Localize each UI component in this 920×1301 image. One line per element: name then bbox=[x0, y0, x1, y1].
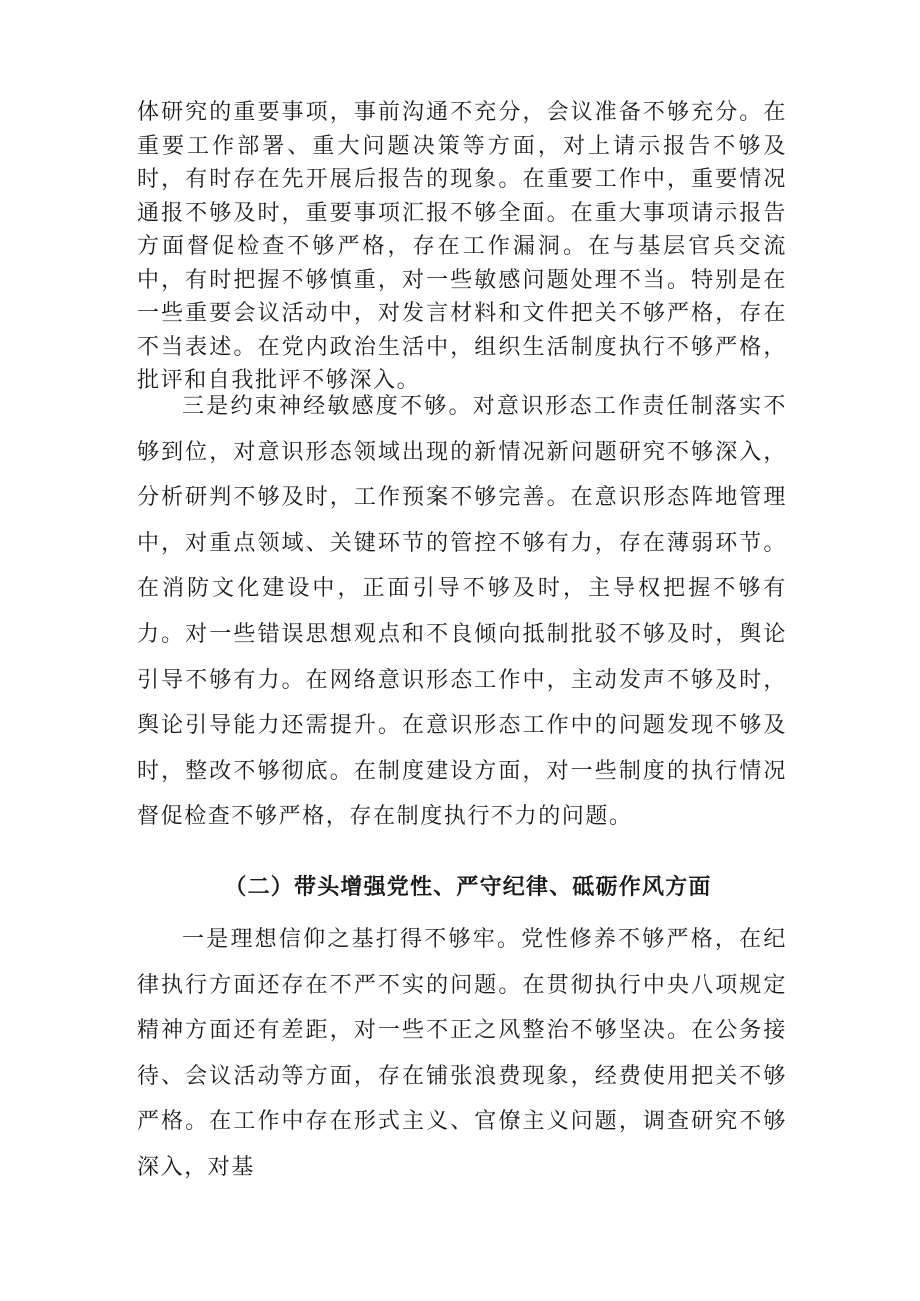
paragraph-continuation: 体研究的重要事项，事前沟通不充分，会议准备不够充分。在重要工作部署、重大问题决策等方面，对上请示报告不够及时，有时存在先开展后报告的现象。在重要工作中，重要情况通报不够及时，重要事项汇报不够全面。在重大事项请示报告方面督促检查不够严格，存在工作漏洞。在与基层官兵交流中，有时把握不够慎重，对一些敏感问题处理不当。特别是在一些重要会议活动中，对发言材料和文件把关不够严格，存在不当表述。在党内政治生活中，组织生活制度执行不够严格，批评和自我批评不够深入。 bbox=[137, 100, 787, 393]
paragraph-ideals: 一是理想信仰之基打得不够牢。党性修养不够严格，在纪律执行方面还存在不严不实的问题。在贯彻执行中央八项规定精神方面还有差距，对一些不正之风整治不够坚决。在公务接待、会议活动等方面，存在铺张浪费现象，经费使用把关不够严格。在工作中存在形式主义、官僚主义问题，调查研究不够深入，对基 bbox=[137, 927, 787, 1180]
paragraph-ideology: 三是约束神经敏感度不够。对意识形态工作责任制落实不够到位，对意识形态领域出现的新情况新问题研究不够深入，分析研判不够及时，工作预案不够完善。在意识形态阵地管理中，对重点领域、关键环节的管控不够有力，存在薄弱环节。在消防文化建设中，正面引导不够及时，主导权把握不够有力。对一些错误思想观点和不良倾向抵制批驳不够及时，舆论引导不够有力。在网络意识形态工作中，主动发声不够及时，舆论引导能力还需提升。在意识形态工作中的问题发现不够及时，整改不够彻底。在制度建设方面，对一些制度的执行情况督促检查不够严格，存在制度执行不力的问题。 bbox=[137, 394, 787, 830]
section-heading: （二）带头增强党性、严守纪律、砥砺作风方面 bbox=[224, 874, 712, 900]
